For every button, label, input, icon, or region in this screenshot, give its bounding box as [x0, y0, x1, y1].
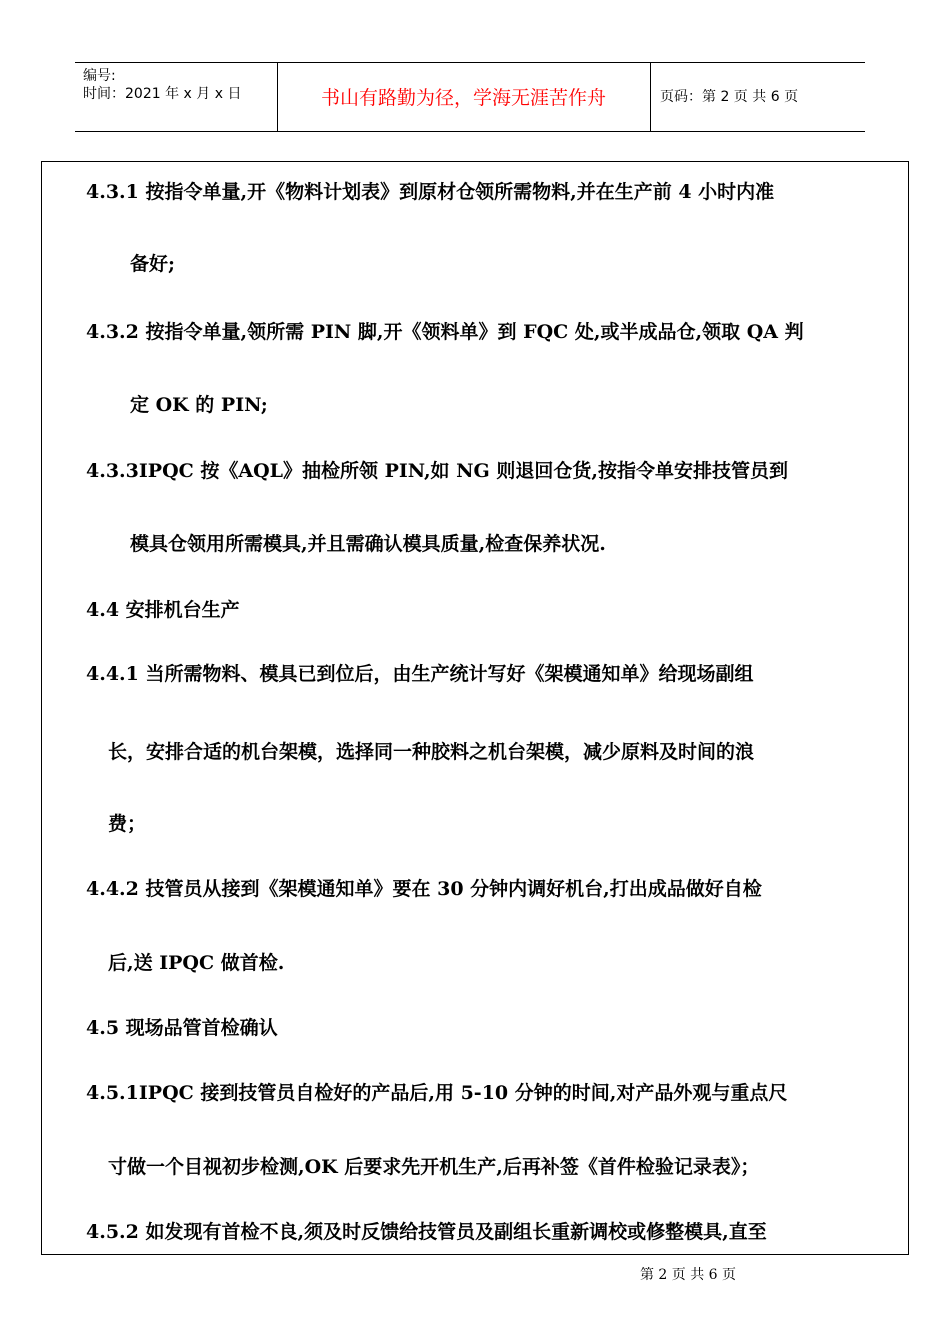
text-line: 定 OK 的 PIN; — [130, 394, 268, 416]
header-motto: 书山有路勤为径，学海无涯苦作舟 — [320, 87, 606, 109]
text-line: 费； — [108, 813, 147, 835]
section-heading: 4.5 现场品管首检确认 — [86, 1017, 278, 1039]
header-meta-cell — [75, 63, 278, 131]
text-line: 4.5.2 如发现有首检不良,须及时反馈给技管员及副组长重新调校或修整模具,直至 — [86, 1221, 767, 1243]
header-page-cell — [650, 63, 865, 131]
header-motto-cell — [277, 63, 651, 131]
text-line: 4.4.1 当所需物料、模具已到位后，由生产统计写好《架模通知单》给现场副组 — [86, 663, 754, 685]
text-line: 4.5.1IPQC 接到技管员自检好的产品后,用 5-10 分钟的时间,对产品外观与重点尺 — [86, 1082, 788, 1104]
text-line: 4.3.3IPQC 按《AQL》抽检所领 PIN,如 NG 则退回仓货,按指令单安排技管员到 — [86, 460, 788, 482]
doc-number-label: 编号: — [83, 68, 116, 84]
footer-page-number: 第 2 页 共 6 页 — [639, 1267, 737, 1283]
header-page-info: 页码：第 2 页 共 6 页 — [660, 89, 799, 105]
section-heading: 4.4 安排机台生产 — [86, 599, 240, 621]
text-line: 寸做一个目视初步检测,OK 后要求先开机生产,后再补签《首件检验记录表》； — [108, 1156, 760, 1178]
document-header — [75, 62, 865, 132]
text-line: 4.3.1 按指令单量,开《物料计划表》到原材仓领所需物料,并在生产前 4 小时内准 — [86, 181, 775, 203]
text-line: 4.3.2 按指令单量,领所需 PIN 脚,开《领料单》到 FQC 处,或半成品仓,领取 QA 判 — [86, 321, 804, 343]
doc-time-label: 时间：2021 年 x 月 x 日 — [83, 86, 242, 102]
text-line: 后,送 IPQC 做首检. — [108, 952, 285, 974]
text-line: 长，安排合适的机台架模，选择同一种胶料之机台架模，减少原料及时间的浪 — [108, 741, 755, 763]
text-line: 备好; — [130, 253, 176, 275]
page-footer — [0, 1266, 950, 1284]
text-line: 模具仓领用所需模具,并且需确认模具质量,检查保养状况. — [130, 533, 606, 555]
text-line: 4.4.2 技管员从接到《架模通知单》要在 30 分钟内调好机台,打出成品做好自检 — [86, 878, 762, 900]
